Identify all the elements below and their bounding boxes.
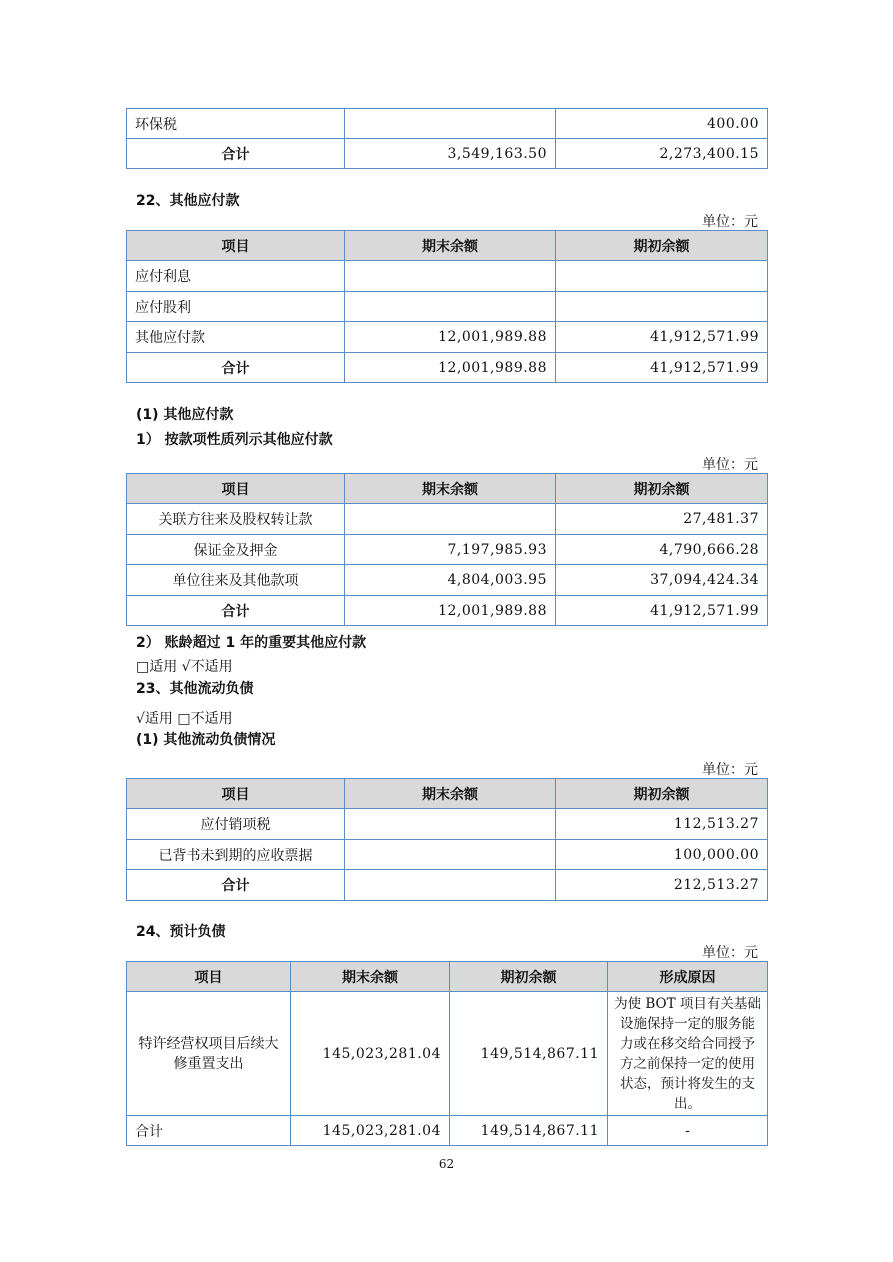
begin-balance-cell: 149,514,867.11 [450,992,608,1116]
begin-balance-cell [556,261,768,292]
table-row [127,292,768,322]
end-balance-cell [345,870,556,901]
table-row [127,504,768,535]
begin-balance-cell: 2,273,400.15 [556,139,768,169]
unit-label: 单位：元 [702,762,758,778]
header-item: 项目 [127,474,345,504]
begin-balance-cell [556,292,768,322]
section-23-title: 23、其他流动负债 [136,681,254,697]
table-row [127,809,768,840]
other-current-liabilities-table [126,778,768,901]
begin-balance-cell: 41,912,571.99 [556,353,768,383]
header-item: 项目 [127,962,291,992]
header-begin-balance: 期初余额 [556,779,768,809]
header-item: 项目 [127,231,345,261]
section-22-title: 22、其他应付款 [136,193,240,209]
item-cell: 合计 [127,870,345,901]
total-row [127,353,768,383]
header-end-balance: 期末余额 [345,231,556,261]
total-row [127,1116,768,1146]
begin-balance-cell: 37,094,424.34 [556,565,768,596]
item-cell: 单位往来及其他款项 [127,565,345,596]
unit-label: 单位：元 [702,214,758,230]
table-row [127,535,768,565]
tax-table-continued [126,108,768,169]
end-balance-cell: 12,001,989.88 [345,353,556,383]
end-balance-cell [345,261,556,292]
item-cell: 合计 [127,596,345,626]
end-balance-cell: 145,023,281.04 [291,992,450,1116]
end-balance-cell: 3,549,163.50 [345,139,556,169]
item-cell: 关联方往来及股权转让款 [127,504,345,535]
begin-balance-cell: 4,790,666.28 [556,535,768,565]
section-22-2-title: 2） 账龄超过 1 年的重要其他应付款 [136,635,367,651]
begin-balance-cell: 112,513.27 [556,809,768,840]
item-cell: 应付股利 [127,292,345,322]
begin-balance-cell: 41,912,571.99 [556,596,768,626]
header-end-balance: 期末余额 [345,779,556,809]
header-begin-balance: 期初余额 [556,231,768,261]
item-cell: 应付利息 [127,261,345,292]
item-cell: 合计 [127,139,345,169]
item-cell: 合计 [127,1116,291,1146]
header-row [127,231,768,261]
end-balance-cell [345,840,556,870]
end-balance-cell: 4,804,003.95 [345,565,556,596]
table-row [127,322,768,353]
end-balance-cell [345,809,556,840]
end-balance-cell: 12,001,989.88 [345,596,556,626]
begin-balance-cell: 41,912,571.99 [556,322,768,353]
total-row [127,139,768,169]
table-row [127,261,768,292]
item-cell: 应付销项税 [127,809,345,840]
begin-balance-cell: 212,513.27 [556,870,768,901]
begin-balance-cell: 149,514,867.11 [450,1116,608,1146]
header-row [127,474,768,504]
applicability-note: □适用 √不适用 [136,659,233,675]
item-cell: 保证金及押金 [127,535,345,565]
section-23-1-title: (1) 其他流动负债情况 [136,732,276,748]
other-payables-table [126,230,768,383]
page-number: 62 [438,1157,455,1171]
section-24-title: 24、预计负债 [136,924,226,940]
header-end-balance: 期末余额 [291,962,450,992]
item-cell: 其他应付款 [127,322,345,353]
end-balance-cell: 7,197,985.93 [345,535,556,565]
item-cell: 已背书未到期的应收票据 [127,840,345,870]
end-balance-cell: 145,023,281.04 [291,1116,450,1146]
estimated-liabilities-table [126,961,768,1146]
begin-balance-cell: 400.00 [556,109,768,139]
header-begin-balance: 期初余额 [556,474,768,504]
header-reason: 形成原因 [608,962,768,992]
begin-balance-cell: 100,000.00 [556,840,768,870]
item-cell: 环保税 [127,109,345,139]
reason-cell: 为使 BOT 项目有关基础设施保持一定的服务能力或在移交给合同授予方之前保持一定的使用状态，预计将发生的支出。 [608,992,768,1116]
unit-label: 单位：元 [702,457,758,473]
reason-cell: - [608,1116,768,1146]
table-row [127,565,768,596]
section-22-1-subtitle: 1） 按款项性质列示其他应付款 [136,432,333,448]
table-row [127,840,768,870]
unit-label: 单位：元 [702,945,758,961]
end-balance-cell [345,504,556,535]
header-item: 项目 [127,779,345,809]
header-end-balance: 期末余额 [345,474,556,504]
section-22-1-title: (1) 其他应付款 [136,407,234,423]
total-row [127,870,768,901]
table-row [127,109,768,139]
end-balance-cell [345,292,556,322]
total-row [127,596,768,626]
applicability-note: √适用 □不适用 [136,711,233,727]
table-row [127,992,768,1116]
end-balance-cell: 12,001,989.88 [345,322,556,353]
item-cell: 特许经营权项目后续大修重置支出 [127,992,291,1116]
other-payables-by-nature-table [126,473,768,626]
begin-balance-cell: 27,481.37 [556,504,768,535]
end-balance-cell [345,109,556,139]
item-cell: 合计 [127,353,345,383]
header-begin-balance: 期初余额 [450,962,608,992]
header-row [127,962,768,992]
header-row [127,779,768,809]
